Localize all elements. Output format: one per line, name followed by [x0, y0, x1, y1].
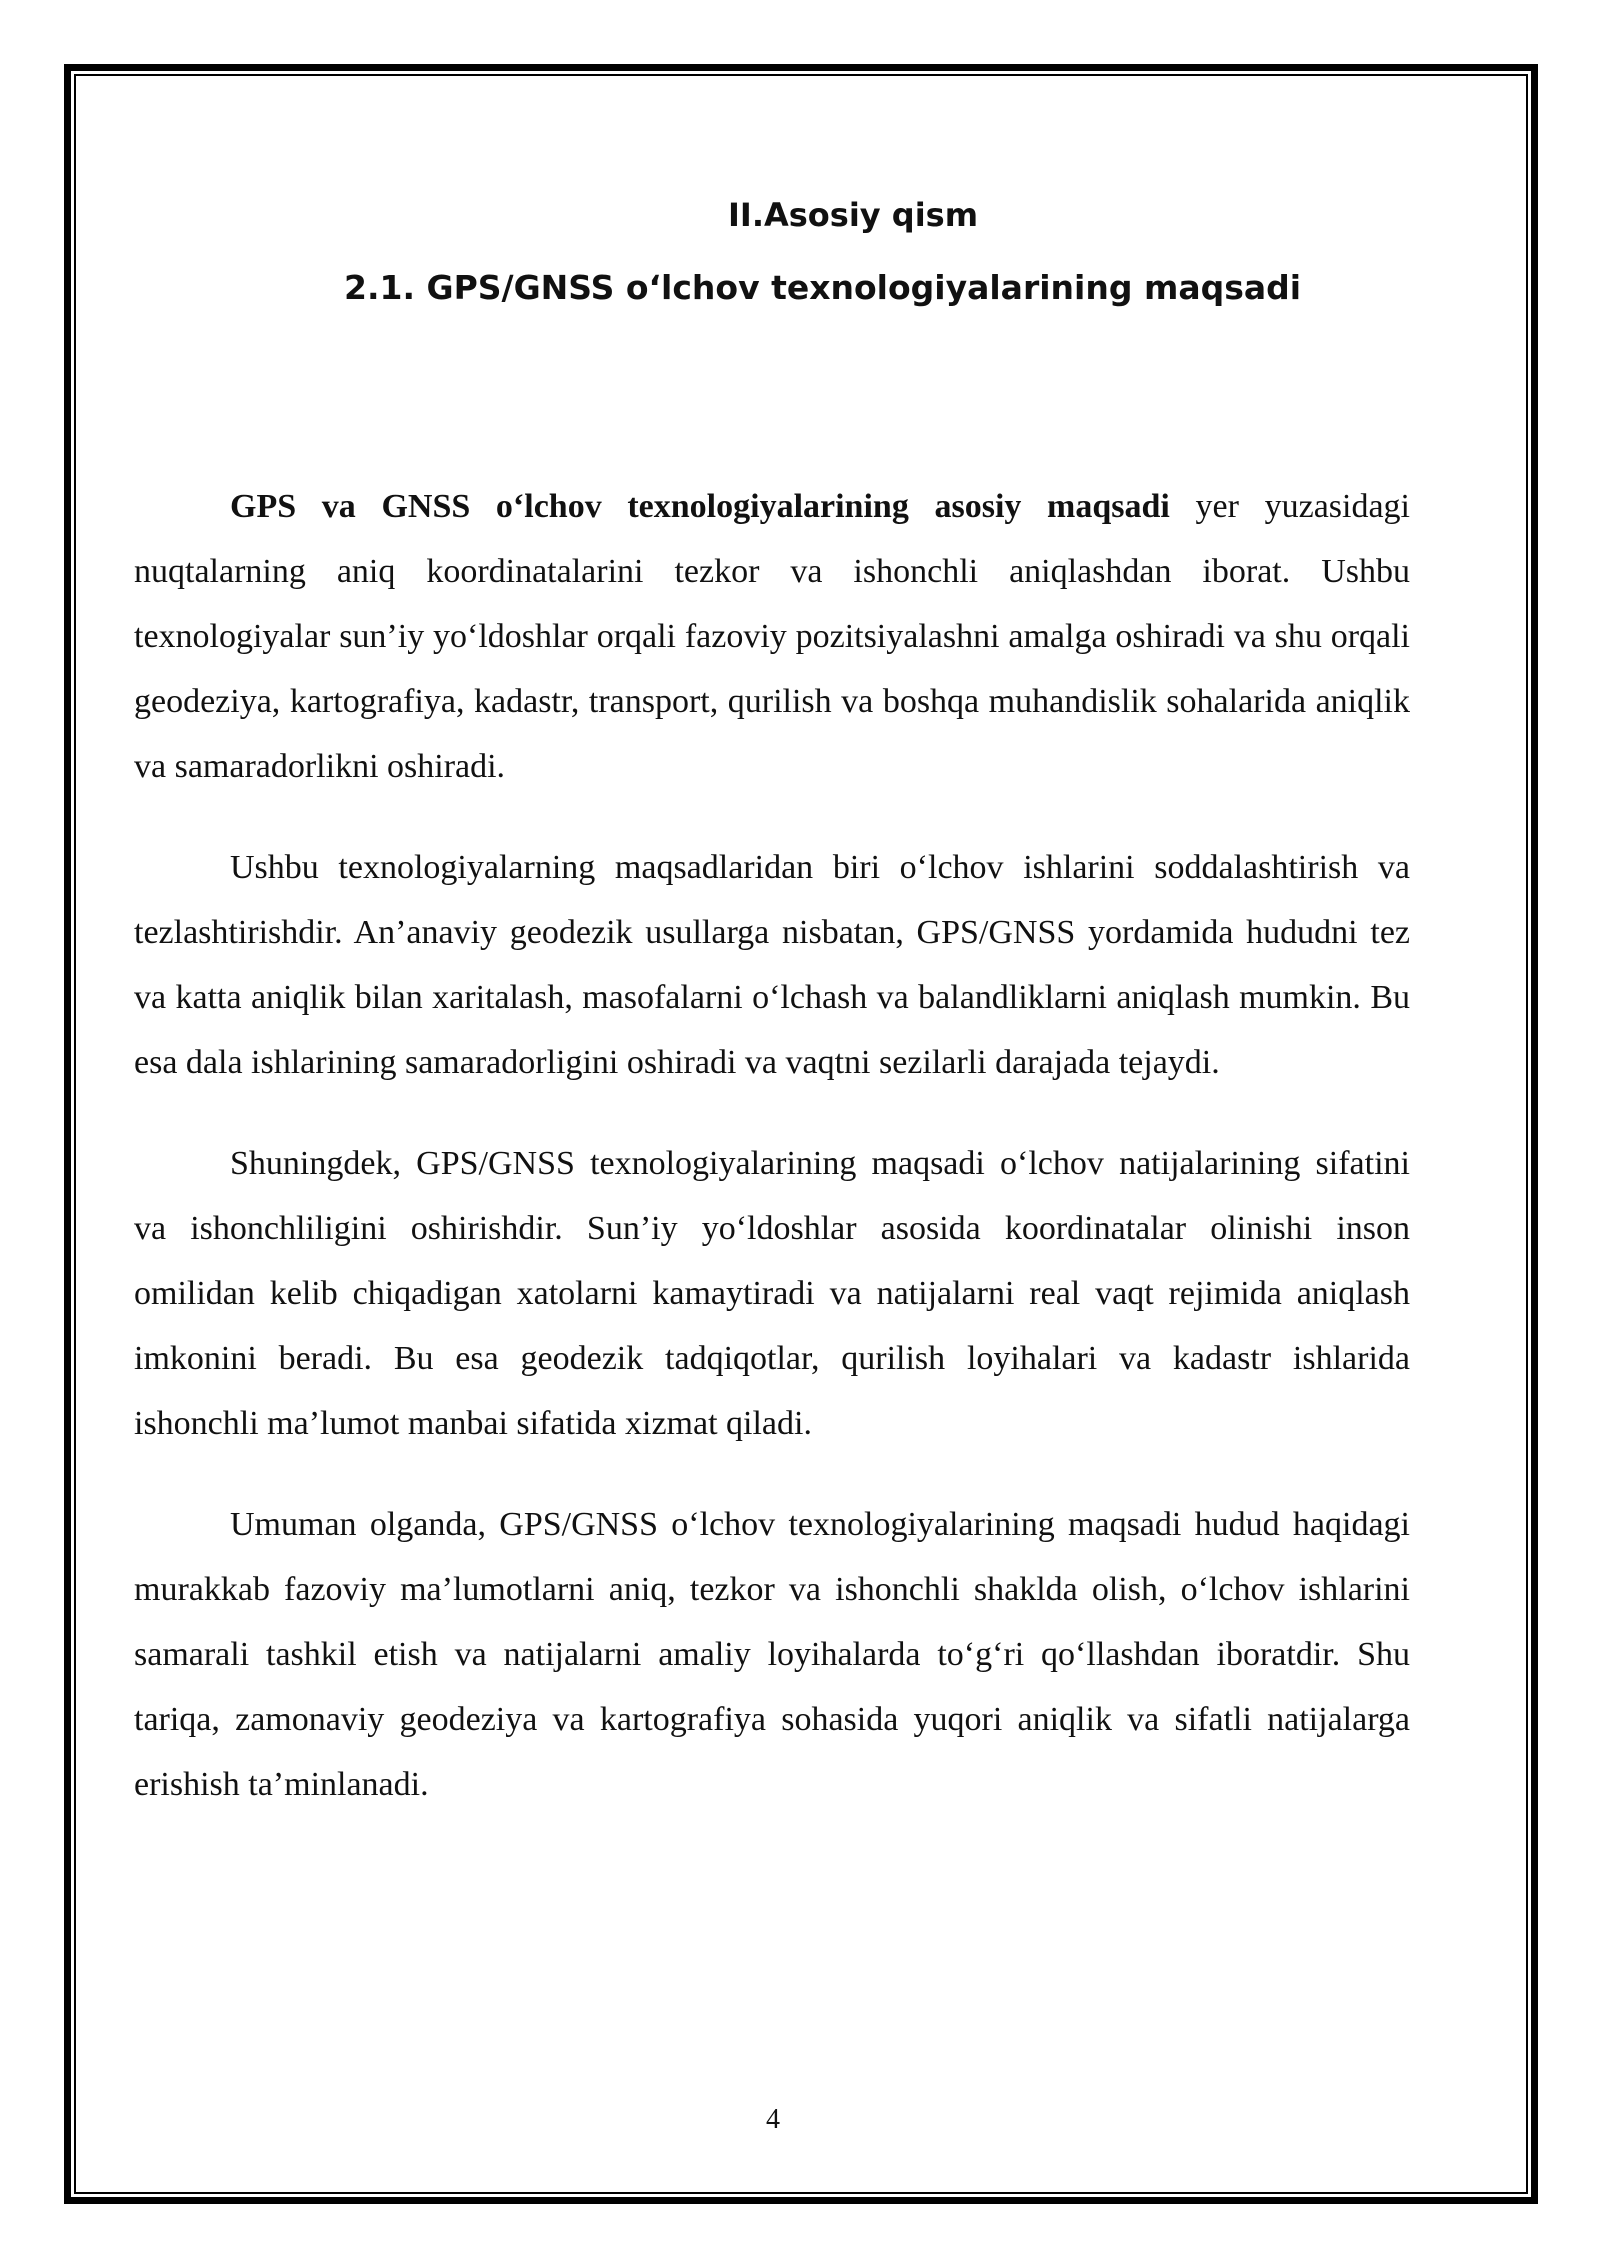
document-body: [134, 474, 1410, 1853]
paragraph-1-text: yer yuzasidagi nuqtalarning aniq koordinatalarini tezkor va ishonchli aniqlashdan iborat. Ushbu texnologiyalar sun’iy yo‘ldoshlar orqali fazoviy pozitsiyalashni amalga oshiradi va shu orqali geodeziya, kartografiya, kadastr, transport, qurilish va boshqa muhandislik sohalarida aniqlik va samaradorlikni oshiradi.: [134, 488, 1411, 785]
paragraph-3: Shuningdek, GPS/GNSS texnologiyalarining maqsadi o‘lchov natijalarining sifatini va ishonchliligini oshirishdir. Sun’iy yo‘ldoshlar asosida koordinatalar olinishi inson omilidan kelib chiqadigan xatolarni kamaytiradi va natijalarni real vaqt rejimida aniqlash imkonini beradi. Bu esa geodezik tadqiqotlar, qurilish loyihalari va kadastr ishlarida ishonchli ma’lumot manbai sifatida xizmat qiladi.: [134, 1145, 1410, 1442]
subsection-heading: 2.1. GPS/GNSS o‘lchov texnologiyalarining maqsadi: [344, 268, 1302, 307]
paragraph-2: Ushbu texnologiyalarning maqsadlaridan biri o‘lchov ishlarini soddalashtirish va tezlashtirishdir. An’anaviy geodezik usullarga nisbatan, GPS/GNSS yordamida hududni tez va katta aniqlik bilan xaritalash, masofalarni o‘lchash va balandliklarni aniqlash mumkin. Bu esa dala ishlarining samaradorligini oshiradi va vaqtni sezilarli darajada tejaydi.: [134, 849, 1410, 1081]
paragraph-1-bold-lead: GPS va GNSS o‘lchov texnologiyalarining asosiy maqsadi: [230, 488, 1170, 525]
paragraph-4: Umuman olganda, GPS/GNSS o‘lchov texnologiyalarining maqsadi hudud haqidagi murakkab fazoviy ma’lumotlarni aniq, tezkor va ishonchli shaklda olish, o‘lchov ishlarini samarali tashkil etish va natijalarni amaliy loyihalarda to‘g‘ri qo‘llashdan iboratdir. Shu tariqa, zamonaviy geodeziya va kartografiya sohasida yuqori aniqlik va sifatli natijalarga erishish ta’minlanadi.: [134, 1506, 1410, 1803]
page-number: 4: [766, 2104, 780, 2135]
section-heading: II.Asosiy qism: [728, 196, 979, 234]
paragraph-1: [134, 474, 1410, 799]
